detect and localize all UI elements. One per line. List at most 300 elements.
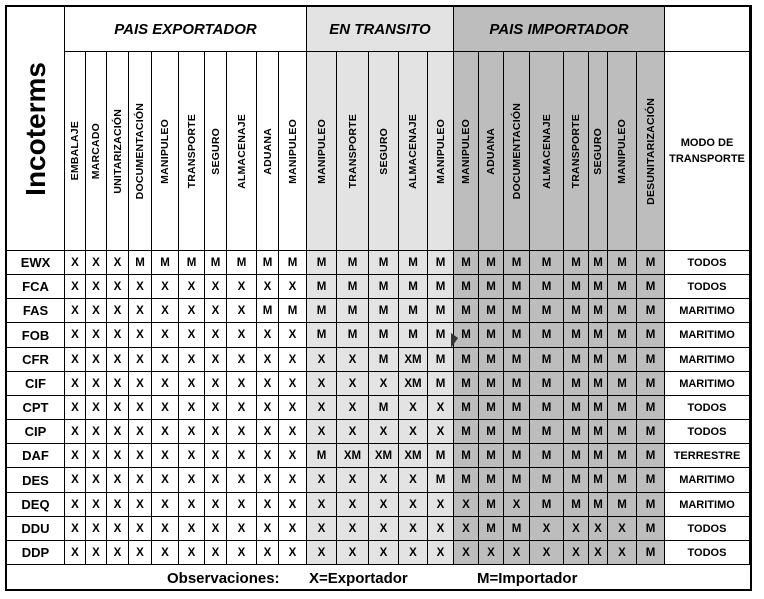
column-header [399,52,428,251]
column-header [279,52,307,251]
table-cell: M [637,493,665,517]
column-header [637,52,665,251]
row-mode: MARITIMO [665,468,750,493]
column-header-label: ALMACENAJE [407,113,419,189]
table-cell: M [637,444,665,468]
column-header [205,52,227,251]
table-cell: X [257,420,279,444]
table-cell: M [428,251,454,275]
table-cell: X [205,541,227,565]
table-cell: M [399,299,428,323]
table-cell: X [179,420,205,444]
table-cell: M [369,323,399,348]
table-cell: X [399,493,428,517]
column-header [530,52,564,251]
table-cell: X [205,420,227,444]
table-cell: X [504,541,530,565]
table-cell: X [129,541,152,565]
table-cell: M [307,444,337,468]
table-cell: M [637,468,665,493]
table-cell: M [307,275,337,299]
table-cell: X [257,541,279,565]
table-cell: X [205,299,227,323]
row-term: DAF [7,444,65,468]
table-cell: X [454,493,479,517]
row-mode: TODOS [665,396,750,420]
column-header [307,52,337,251]
table-cell: M [564,493,589,517]
table-cell: X [227,541,257,565]
table-cell: X [179,444,205,468]
table-cell: M [257,251,279,275]
table-cell: X [205,275,227,299]
mode-header: MODO DE TRANSPORTE [665,52,750,251]
table-cell: X [399,420,428,444]
table-cell: M [479,396,504,420]
column-header [369,52,399,251]
table-cell: M [454,299,479,323]
table-cell: M [530,323,564,348]
table-cell: X [129,348,152,372]
table-cell: M [369,396,399,420]
table-cell: M [257,299,279,323]
table-cell: M [479,517,504,541]
table-cell: M [637,420,665,444]
column-header [504,52,530,251]
table-cell: X [129,323,152,348]
table-cell: M [564,420,589,444]
table-cell: M [399,323,428,348]
row-term: CFR [7,348,65,372]
table-cell: X [205,323,227,348]
incoterms-title [7,7,65,251]
table-cell: X [428,420,454,444]
table-cell: X [107,493,129,517]
table-cell: M [608,468,637,493]
column-header [129,52,152,251]
table-cell: X [65,444,86,468]
table-cell: M [369,348,399,372]
table-cell: X [129,493,152,517]
table-cell: X [257,396,279,420]
table-cell: M [454,468,479,493]
table-cell: X [454,541,479,565]
table-cell: X [307,396,337,420]
table-cell: M [589,468,608,493]
column-header [564,52,589,251]
table-cell: X [279,541,307,565]
table-cell: M [279,251,307,275]
table-cell: X [107,420,129,444]
table-cell: M [454,251,479,275]
table-cell: M [337,275,369,299]
table-cell: M [479,251,504,275]
table-cell: X [257,468,279,493]
group-header-1: EN TRANSITO [307,7,454,52]
table-cell: M [564,299,589,323]
group-header-2: PAIS IMPORTADOR [454,7,665,52]
table-cell: X [107,251,129,275]
exporter-legend: X=Exportador [309,569,408,587]
table-cell: X [279,396,307,420]
row-mode: TODOS [665,420,750,444]
table-cell: M [504,323,530,348]
table-cell: X [152,444,179,468]
row-mode: TODOS [665,251,750,275]
table-cell: M [608,493,637,517]
table-cell: X [152,493,179,517]
table-cell: X [428,396,454,420]
column-header-label: MARCADO [90,122,102,180]
row-mode: MARITIMO [665,493,750,517]
column-header [428,52,454,251]
table-cell: M [564,348,589,372]
table-cell: XM [369,444,399,468]
table-cell: X [279,493,307,517]
table-cell: M [530,299,564,323]
table-cell: M [279,299,307,323]
table-cell: M [179,251,205,275]
table-cell: M [589,396,608,420]
table-cell: X [428,493,454,517]
table-cell: M [454,275,479,299]
mouse-cursor-icon [451,333,458,348]
table-cell: X [65,396,86,420]
table-cell: X [65,468,86,493]
table-cell: M [428,372,454,396]
table-cell: X [205,372,227,396]
table-cell: M [637,517,665,541]
column-header-label: UNITARIZACIÓN [111,108,124,194]
table-cell: X [369,493,399,517]
table-cell: X [86,517,107,541]
table-cell: M [479,299,504,323]
table-cell: X [107,275,129,299]
table-cell: X [86,275,107,299]
table-cell: X [504,493,530,517]
row-term: FOB [7,323,65,348]
table-cell: X [479,541,504,565]
column-header-label: DESUNITARIZACIÓN [644,97,657,205]
table-cell: X [307,420,337,444]
table-cell: M [479,493,504,517]
table-cell: X [205,444,227,468]
table-cell: M [530,493,564,517]
table-cell: X [307,517,337,541]
table-cell: M [504,251,530,275]
table-cell: M [589,444,608,468]
table-cell: M [589,372,608,396]
column-header-label: MANIPULEO [434,118,447,184]
table-cell: M [479,444,504,468]
table-cell: M [504,396,530,420]
table-cell: M [399,275,428,299]
table-cell: M [564,251,589,275]
table-cell: X [227,468,257,493]
table-cell: X [337,372,369,396]
table-cell: X [227,275,257,299]
table-cell: M [454,396,479,420]
table-cell: M [307,323,337,348]
table-cell: X [337,396,369,420]
table-cell: M [530,396,564,420]
table-cell: M [608,396,637,420]
table-cell: M [479,420,504,444]
table-cell: X [279,323,307,348]
table-cell: X [107,372,129,396]
table-cell: M [369,275,399,299]
table-cell: X [257,372,279,396]
table-cell: X [65,323,86,348]
table-cell: M [564,372,589,396]
table-cell: X [129,372,152,396]
table-cell: X [129,275,152,299]
table-cell: M [454,372,479,396]
column-header [107,52,129,251]
table-cell: M [428,468,454,493]
table-cell: XM [399,372,428,396]
table-cell: M [205,251,227,275]
table-cell: M [152,251,179,275]
table-cell: X [307,468,337,493]
table-cell: X [205,468,227,493]
table-cell: X [179,348,205,372]
table-cell: X [205,396,227,420]
row-term: FCA [7,275,65,299]
table-cell: X [65,348,86,372]
table-cell: X [65,493,86,517]
table-cell: X [152,468,179,493]
table-cell: M [608,444,637,468]
table-cell: X [129,468,152,493]
table-cell: X [179,541,205,565]
table-cell: X [399,468,428,493]
row-mode: MARITIMO [665,323,750,348]
table-cell: M [530,468,564,493]
table-cell: X [86,372,107,396]
row-mode: MARITIMO [665,372,750,396]
table-cell: XM [337,444,369,468]
table-cell: M [428,444,454,468]
table-cell: M [564,444,589,468]
table-cell: X [129,420,152,444]
table-cell: X [227,493,257,517]
table-cell: X [307,348,337,372]
table-cell: X [107,541,129,565]
table-cell: X [369,372,399,396]
observations-footer [7,565,750,591]
table-cell: X [399,396,428,420]
table-cell: X [129,444,152,468]
table-cell: M [129,251,152,275]
table-cell: X [279,517,307,541]
table-cell: X [205,517,227,541]
table-cell: X [279,444,307,468]
table-cell: M [608,372,637,396]
table-cell: X [179,468,205,493]
table-cell: M [530,420,564,444]
column-header [65,52,86,251]
table-cell: M [589,348,608,372]
table-cell: X [152,323,179,348]
table-cell: X [129,396,152,420]
table-cell: X [152,396,179,420]
column-header [608,52,637,251]
table-cell: X [369,517,399,541]
table-cell: X [399,517,428,541]
column-header [479,52,504,251]
table-cell: X [179,372,205,396]
table-cell: X [257,275,279,299]
table-cell: X [86,251,107,275]
table-cell: M [479,348,504,372]
table-cell: M [504,420,530,444]
table-cell: M [589,323,608,348]
table-cell: M [369,251,399,275]
row-mode: TODOS [665,517,750,541]
row-term: DEQ [7,493,65,517]
table-cell: X [205,493,227,517]
table-cell: X [589,517,608,541]
column-header [86,52,107,251]
table-cell: X [179,323,205,348]
table-cell: X [65,372,86,396]
table-cell: X [152,372,179,396]
column-header-label: SEGURO [377,127,390,175]
table-cell: X [428,541,454,565]
table-cell: M [564,468,589,493]
table-cell: M [454,348,479,372]
incoterms-table [5,5,752,591]
table-cell: M [369,299,399,323]
table-cell: M [589,493,608,517]
table-cell: M [504,372,530,396]
table-cell: M [428,275,454,299]
row-term: CIF [7,372,65,396]
column-header-label: TRANSPORTE [570,113,582,189]
table-cell: M [504,517,530,541]
table-cell: X [589,541,608,565]
table-cell: X [227,517,257,541]
table-cell: X [307,372,337,396]
column-header-label: MANIPULEO [460,118,472,184]
table-cell: X [227,299,257,323]
column-header-label: DOCUMENTACIÓN [134,102,146,200]
table-cell: X [86,323,107,348]
row-term: DDU [7,517,65,541]
column-header-label: ADUANA [485,127,497,175]
table-cell: M [608,323,637,348]
table-cell: M [454,420,479,444]
table-cell: X [530,541,564,565]
column-header [589,52,608,251]
table-cell: X [279,420,307,444]
table-cell: M [608,251,637,275]
table-cell: X [399,541,428,565]
table-cell: X [257,444,279,468]
table-cell: X [564,541,589,565]
table-cell: M [589,299,608,323]
column-header [454,52,479,251]
table-cell: X [65,299,86,323]
column-header-label: MANIPULEO [159,118,171,184]
table-cell: M [589,275,608,299]
table-cell: X [205,348,227,372]
table-cell: X [152,420,179,444]
table-cell: X [257,517,279,541]
table-cell: M [637,275,665,299]
table-cell: X [179,493,205,517]
table-cell: X [152,541,179,565]
row-term: CPT [7,396,65,420]
table-cell: M [454,323,479,348]
table-cell: X [152,348,179,372]
table-cell: M [428,348,454,372]
table-cell: M [530,372,564,396]
table-cell: M [637,541,665,565]
table-cell: M [530,348,564,372]
importer-legend: M=Importador [477,569,578,587]
row-term: CIP [7,420,65,444]
table-cell: X [65,517,86,541]
table-cell: X [257,493,279,517]
table-cell: M [637,348,665,372]
incoterms-title-text: Incoterms [19,61,51,196]
table-cell: M [564,323,589,348]
table-cell: X [86,348,107,372]
table-cell: X [227,420,257,444]
table-cell: M [530,275,564,299]
column-header [337,52,369,251]
row-mode: MARITIMO [665,348,750,372]
table-cell: M [504,299,530,323]
table-cell: M [337,251,369,275]
table-cell: M [479,468,504,493]
column-header-label: TRANSPORTE [346,113,359,189]
table-cell: X [152,275,179,299]
table-cell: X [369,541,399,565]
row-term: DDP [7,541,65,565]
table-cell: X [86,493,107,517]
table-cell: X [65,275,86,299]
table-cell: X [107,299,129,323]
table-cell: M [479,323,504,348]
table-cell: X [307,541,337,565]
table-cell: X [608,541,637,565]
table-cell: M [227,251,257,275]
table-cell: X [307,493,337,517]
table-cell: X [152,299,179,323]
table-cell: M [307,251,337,275]
table-cell: X [279,468,307,493]
table-cell: X [107,396,129,420]
table-cell: X [179,517,205,541]
column-header-label: ADUANA [261,127,274,175]
table-cell: X [107,468,129,493]
table-cell: M [479,372,504,396]
row-mode: TERRESTRE [665,444,750,468]
table-cell: X [279,275,307,299]
column-header-label: DOCUMENTACIÓN [510,102,523,200]
table-cell: X [337,541,369,565]
table-cell: M [504,275,530,299]
table-cell: X [428,517,454,541]
mode-header-spacer [665,7,750,52]
column-header-label: MANIPULEO [616,118,628,184]
table-cell: X [337,493,369,517]
table-cell: M [479,275,504,299]
table-cell: X [107,323,129,348]
